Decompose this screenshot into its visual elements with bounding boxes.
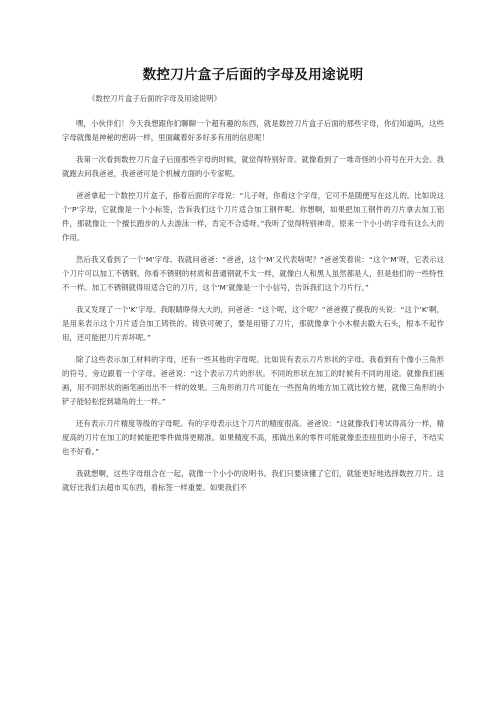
paragraph-6: 除了这些表示加工材料的字母，还有一些其他的字母呢。比如说有表示刀片形状的字母。我看到有个像小三角形的符号，旁边跟着一个字母。爸爸说：“这个表示刀片的形状。不同的形状在加工的时候有不同的用途。就像我们画画，用不同形状的画笔画出出不一样的效果。三角形的刀片可能在一些拐角的地方加工就比较方便，就像三角形的小铲子能轻松挖到墙角的土一样。” — [62, 355, 444, 406]
document-subtitle: 《数控刀片盒子后面的字母及用途说明》 — [88, 94, 222, 103]
paragraph-2: 我第一次看到数控刀片盒子后面那些字母的时候，就觉得特别好奇。就像看到了一堆奇怪的小符号在开大会。我就跑去问我爸爸，我爸爸可是个机械方面的小专家呢。 — [62, 155, 444, 178]
document-title: 数控刀片盒子后面的字母及用途说明 — [142, 67, 364, 83]
paragraph-5: 我又发现了一个‘K’字母。我眼睛睁得大大的，问爸爸：“这个呢，这个呢？”爸爸摸了摸我的头说：“这个‘K’啊，是用来表示这个刀片适合加工铸铁的。铸铁可硬了，要是用错了刀片，那就像拿个小木棍去戳大石头，根本不起作用，还可能把刀片弄坏呢。” — [62, 305, 444, 342]
paragraph-3: 爸爸拿起一个数控刀片盒子，指着后面的字母说：“儿子呀，你看这个字母，它可不是随便写在这儿的。比如说这个‘P’字母，它就像是一个小标签，告诉我们这个刀片适合加工钢件呢。你想啊，如果把加工钢件的刀片拿去加工铝件，那就像让一个擅长跑步的人去游泳一样，肯定不合适呀。”我听了觉得特别神奇，原来一个小小的字母有这么大的作用。 — [62, 191, 444, 242]
paragraph-8: 我就想啊，这些字母组合在一起，就像一个小小的说明书。我们只要读懂了它们，就能更好地选择数控刀片。这就好比我们去超市买东西，看标签一样重要。如果我们不 — [62, 469, 444, 492]
paragraph-7: 还有表示刀片精度等级的字母呢。有的字母表示这个刀片的精度很高。爸爸说：“这就像我们考试得高分一样，精度高的刀片在加工的时候能把零件做得更精准。如果精度不高，那做出来的零件可能就像歪歪扭扭的小房子，不结实也不好看。” — [62, 419, 444, 456]
paragraph-1: 嘿，小伙伴们！今天我想跟你们聊聊一个超有趣的东西，就是数控刀片盒子后面的那些字母，你们知道吗，这些字母就像是神秘的密码一样，里面藏着好多好多有用的信息呢！ — [62, 119, 444, 142]
paragraph-4: 然后我又看到了一个‘M’字母。我就问爸爸：“爸爸，这个‘M’又代表啥呢？”爸爸笑着说：“这个‘M’呀，它表示这个刀片可以加工不锈钢。你看不锈钢的材质和普通钢就不太一样，就像白人和黑人虽然都是人，但是他们的一些特性不一样。加工不锈钢就得用适合它的刀片，这个‘M’就像是一个小信号，告诉我们这个刀片行。” — [62, 255, 444, 292]
